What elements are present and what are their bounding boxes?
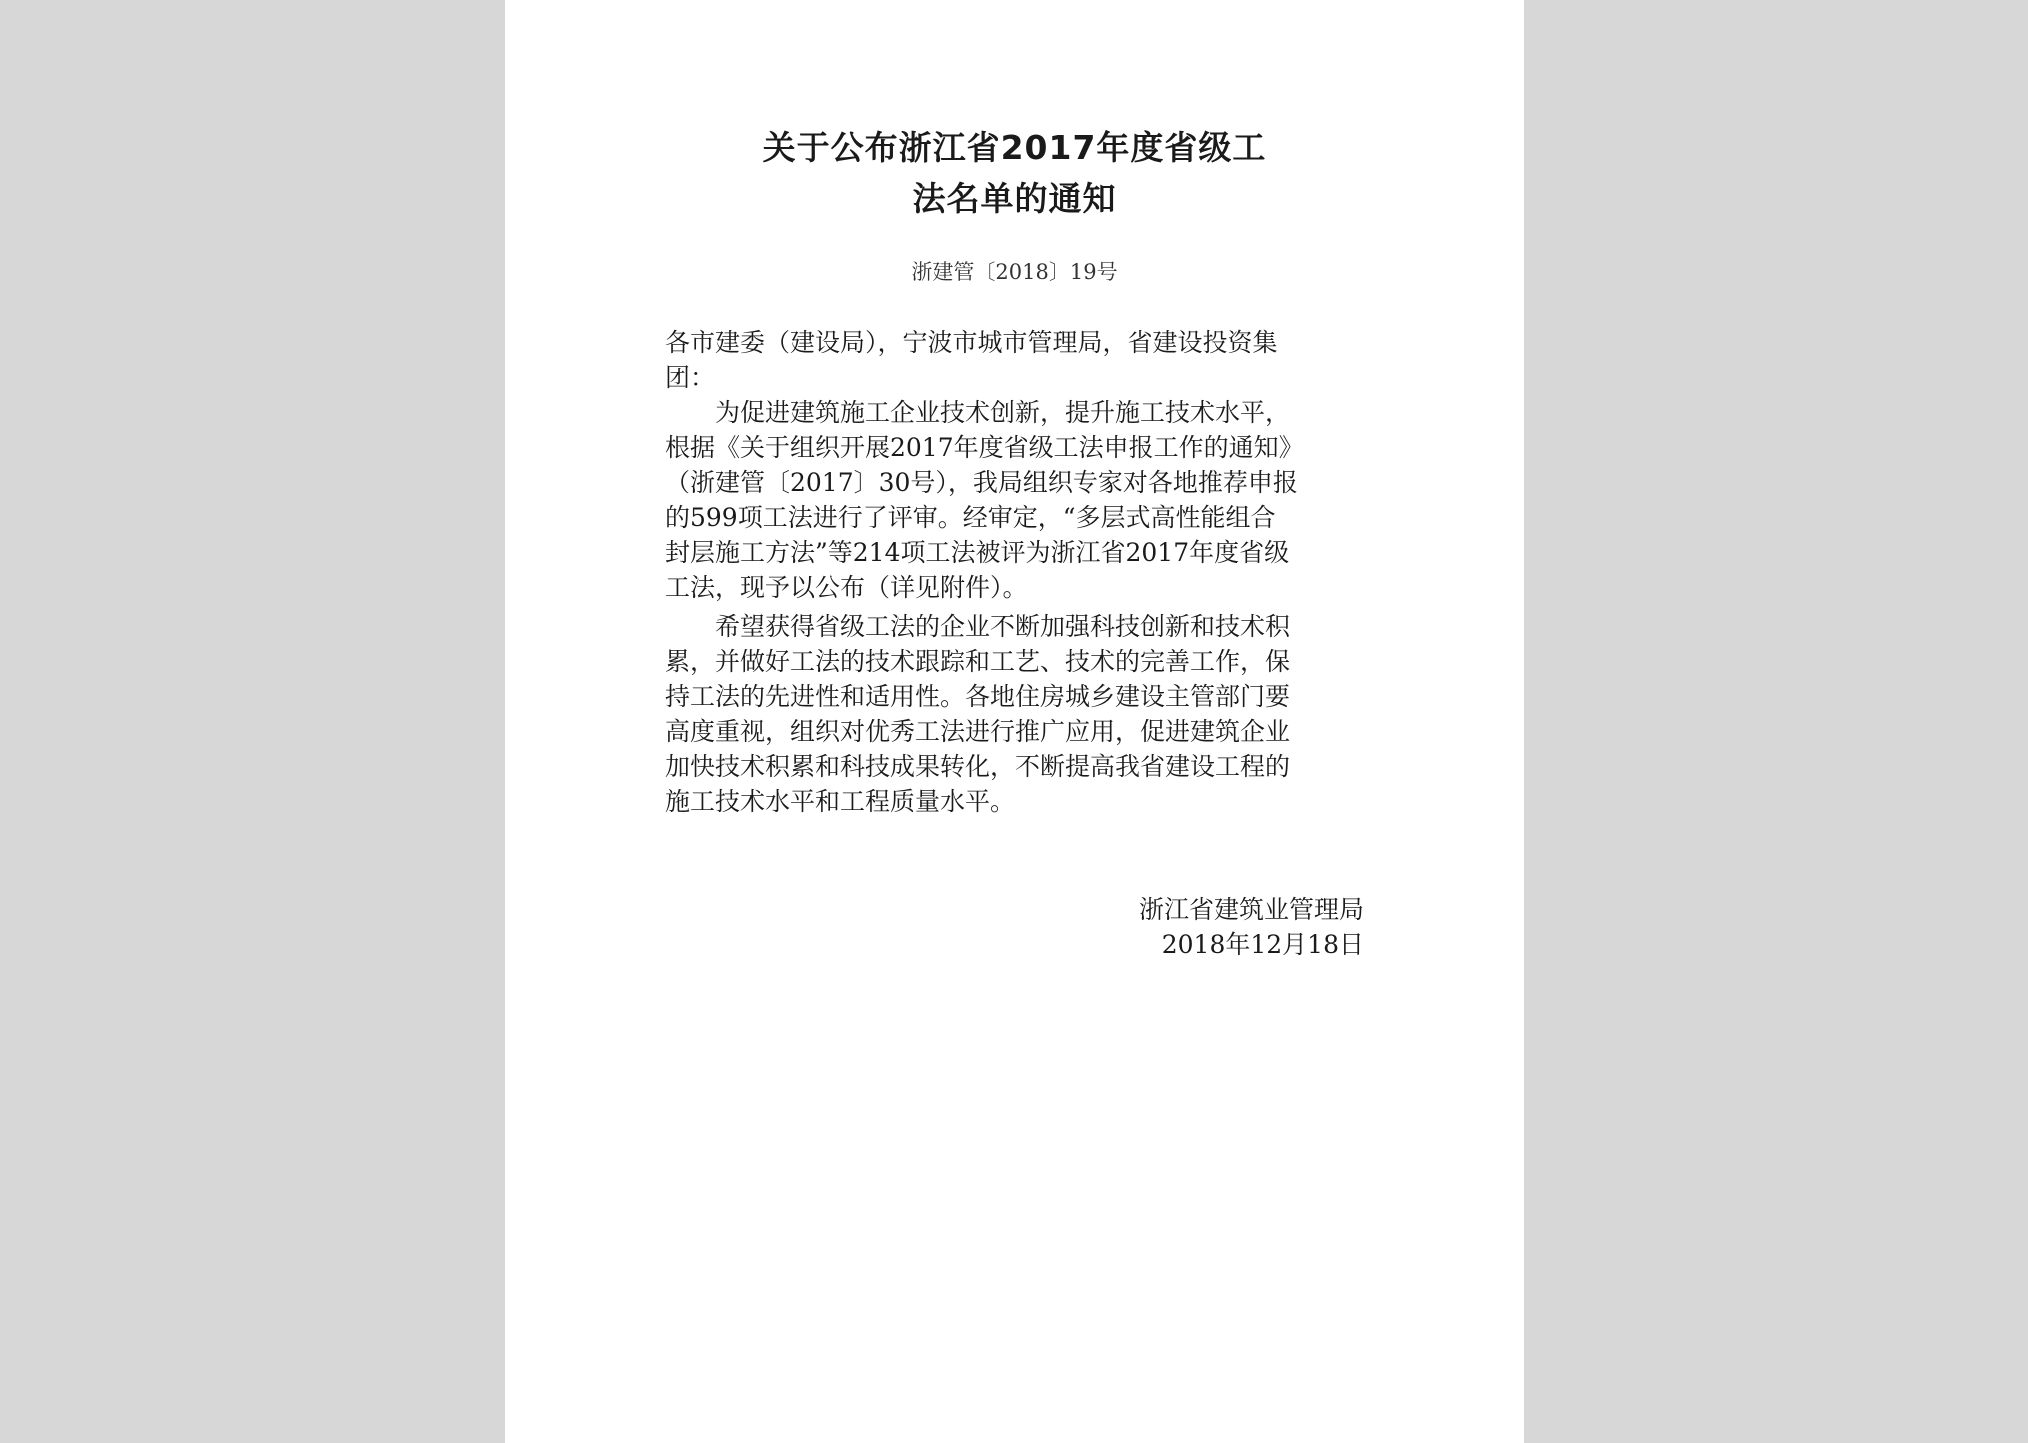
- body-line: 团：: [665, 363, 716, 392]
- body-line: 工法，现予以公布（详见附件）。: [665, 573, 1028, 602]
- signature-organization: 浙江省建筑业管理局: [1138, 895, 1364, 924]
- body-line: 各市建委（建设局），宁波市城市管理局，省建设投资集: [665, 328, 1278, 357]
- document-number: 浙建管〔2018〕19号: [911, 260, 1118, 284]
- document-title-line-2: 法名单的通知: [912, 179, 1117, 218]
- body-line: 累，并做好工法的技术跟踪和工艺、技术的完善工作，保: [665, 647, 1291, 676]
- body-line: 希望获得省级工法的企业不断加强科技创新和技术积: [665, 612, 1291, 641]
- document-page: [505, 0, 1524, 1443]
- body-line: 为促进建筑施工企业技术创新，提升施工技术水平，: [665, 398, 1291, 427]
- body-line: 施工技术水平和工程质量水平。: [665, 787, 1016, 816]
- body-line: 持工法的先进性和适用性。各地住房城乡建设主管部门要: [665, 682, 1291, 711]
- body-line: 的599项工法进行了评审。经审定，“多层式高性能组合: [665, 503, 1276, 532]
- body-line: （浙建管〔2017〕30号），我局组织专家对各地推荐申报: [665, 468, 1298, 497]
- body-line: 封层施工方法”等214项工法被评为浙江省2017年度省级: [665, 538, 1290, 567]
- body-line: 加快技术积累和科技成果转化，不断提高我省建设工程的: [665, 752, 1291, 781]
- body-line: 根据《关于组织开展2017年度省级工法申报工作的通知》: [665, 433, 1304, 462]
- signature-date: 2018年12月18日: [1161, 930, 1364, 959]
- document-title-line-1: 关于公布浙江省2017年度省级工: [762, 128, 1267, 167]
- body-line: 高度重视，组织对优秀工法进行推广应用，促进建筑企业: [665, 717, 1291, 746]
